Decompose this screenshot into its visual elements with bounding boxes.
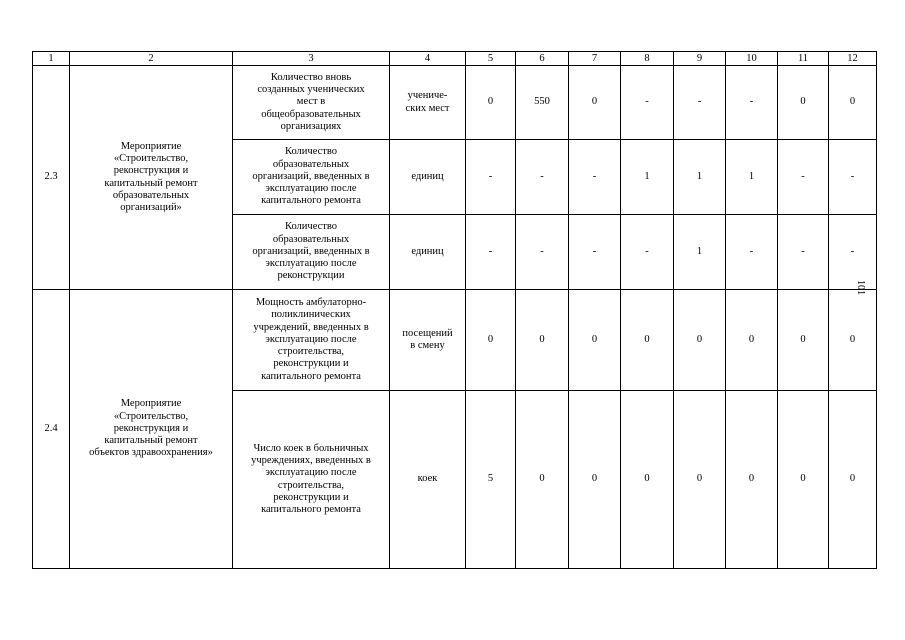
table-row [33, 290, 877, 391]
col-header-3: 3 [233, 52, 390, 66]
indicator-name: Количество образовательных организаций, введенных в эксплуатацию после реконструкции [233, 215, 390, 290]
value-cell: 0 [569, 66, 621, 140]
value-cell: 550 [516, 66, 569, 140]
unit-of-measure: единиц [390, 140, 466, 215]
value-cell: 0 [726, 391, 778, 569]
unit-of-measure: посещений в смену [390, 290, 466, 391]
col-header-1: 1 [33, 52, 70, 66]
event-title: Мероприятие «Строительство, реконструкция и капитальный ремонт образовательных организаций» [70, 66, 233, 290]
page-number: 101 [855, 280, 866, 295]
event-number: 2.3 [33, 66, 70, 290]
unit-of-measure: учениче- ских мест [390, 66, 466, 140]
event-title: Мероприятие «Строительство, реконструкция и капитальный ремонт объектов здравоохранения» [70, 290, 233, 569]
value-cell: 1 [621, 140, 674, 215]
value-cell: - [569, 140, 621, 215]
value-cell: 1 [674, 140, 726, 215]
value-cell: - [829, 140, 877, 215]
col-header-7: 7 [569, 52, 621, 66]
unit-of-measure: коек [390, 391, 466, 569]
value-cell: 0 [778, 290, 829, 391]
value-cell: 0 [829, 391, 877, 569]
value-cell: 0 [569, 391, 621, 569]
value-cell: 1 [726, 140, 778, 215]
value-cell: 0 [674, 290, 726, 391]
value-cell: - [466, 140, 516, 215]
value-cell: 0 [516, 391, 569, 569]
table-row [33, 66, 877, 140]
value-cell: - [829, 215, 877, 290]
value-cell: - [778, 215, 829, 290]
unit-of-measure: единиц [390, 215, 466, 290]
col-header-5: 5 [466, 52, 516, 66]
value-cell: 0 [466, 66, 516, 140]
value-cell: - [621, 215, 674, 290]
value-cell: 0 [829, 66, 877, 140]
value-cell: - [726, 215, 778, 290]
value-cell: - [516, 140, 569, 215]
col-header-4: 4 [390, 52, 466, 66]
value-cell: - [778, 140, 829, 215]
value-cell: - [466, 215, 516, 290]
value-cell: 5 [466, 391, 516, 569]
col-header-11: 11 [778, 52, 829, 66]
value-cell: - [674, 66, 726, 140]
col-header-10: 10 [726, 52, 778, 66]
value-cell: 0 [726, 290, 778, 391]
program-indicators-table [32, 51, 877, 569]
indicator-name: Мощность амбулаторно- поликлинических учреждений, введенных в эксплуатацию после строительства, реконструкции и капитального ремонта [233, 290, 390, 391]
value-cell: - [621, 66, 674, 140]
value-cell: - [569, 215, 621, 290]
value-cell: 0 [829, 290, 877, 391]
indicator-name: Количество образовательных организаций, введенных в эксплуатацию после капитального ремонта [233, 140, 390, 215]
value-cell: 0 [569, 290, 621, 391]
value-cell: - [726, 66, 778, 140]
value-cell: 0 [621, 391, 674, 569]
col-header-2: 2 [70, 52, 233, 66]
column-number-row [33, 52, 877, 66]
col-header-9: 9 [674, 52, 726, 66]
value-cell: 0 [466, 290, 516, 391]
value-cell: 1 [674, 215, 726, 290]
event-number: 2.4 [33, 290, 70, 569]
value-cell: 0 [778, 66, 829, 140]
value-cell: 0 [674, 391, 726, 569]
indicator-name: Количество вновь созданных ученических мест в общеобразовательных организациях [233, 66, 390, 140]
value-cell: 0 [621, 290, 674, 391]
indicator-name: Число коек в больничных учреждениях, введенных в эксплуатацию после строительства, реконструкции и капитального ремонта [233, 391, 390, 569]
value-cell: 0 [516, 290, 569, 391]
col-header-8: 8 [621, 52, 674, 66]
col-header-12: 12 [829, 52, 877, 66]
value-cell: - [516, 215, 569, 290]
col-header-6: 6 [516, 52, 569, 66]
value-cell: 0 [778, 391, 829, 569]
